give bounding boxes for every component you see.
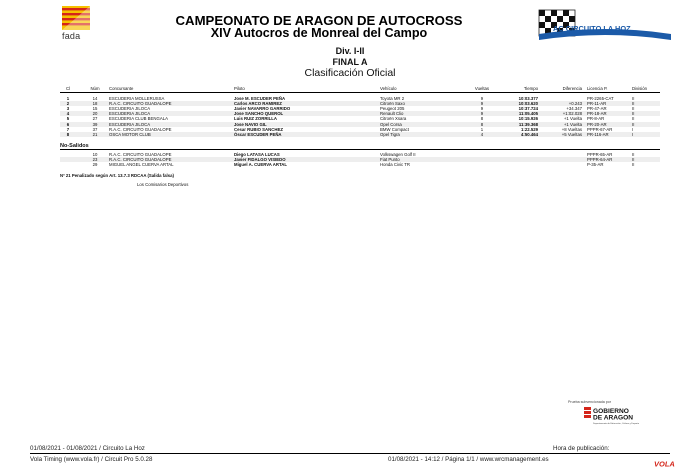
- penalty-note: Nº 21 Penalizado según Art. 13.7.3 RDCAA (Salida falsa): [60, 173, 174, 178]
- footer-date-venue: 01/08/2021 - 01/08/2021 / Circuito La Hoz: [30, 445, 145, 452]
- circuit-logo-text: AC CIRCUITO LA HOZ: [553, 24, 631, 33]
- row-num: 18: [92, 101, 98, 107]
- classification-title: Clasificación Oficial: [304, 67, 396, 79]
- footer-divider: [30, 453, 670, 454]
- row-pos: 1: [66, 96, 70, 101]
- vola-logo: [653, 455, 681, 468]
- row-diff: +0.243: [568, 101, 582, 107]
- row-pos: 8: [66, 131, 70, 137]
- row-diff: +1 Vuelta: [563, 121, 582, 127]
- sponsor-logo-text: GOBIERNO: [593, 408, 629, 415]
- event-subtitle: XIV Autocros de Monreal del Campo: [210, 26, 428, 40]
- ns-row-num: 29: [92, 162, 98, 168]
- col-header-laps: Vueltas: [474, 86, 490, 91]
- row-pos: 6: [66, 121, 70, 127]
- row-diff: +5 Vueltas: [561, 131, 582, 137]
- col-header-driver: Piloto: [234, 86, 245, 91]
- non-starters-divider: [60, 149, 660, 150]
- ns-row-driver: Javier FIDALGO VISIEDO: [234, 157, 286, 163]
- vola-logo-text: VOLA: [654, 459, 675, 468]
- row-time: 10:03.620: [518, 101, 538, 107]
- row-division: II: [632, 121, 635, 127]
- row-laps: 9: [480, 111, 484, 117]
- col-header-vehicle: Vehículo: [380, 86, 397, 91]
- row-driver: Jose SANCHO QUEROL: [234, 111, 284, 117]
- row-license: PR-20-AR: [587, 121, 607, 127]
- row-entrant: R.A.C. CIRCUITO GUADALOPE: [109, 101, 172, 107]
- row-license: PR-18-AR: [587, 111, 607, 117]
- row-time: 11:05.405: [518, 111, 538, 117]
- non-starters-label: No-Salidos: [60, 143, 89, 149]
- row-time: 10:15.926: [518, 116, 538, 122]
- row-diff: +1 Vuelta: [563, 116, 582, 122]
- row-driver: Javier NAVARRO GARRIDO: [234, 106, 291, 112]
- row-pos: 2: [66, 101, 70, 107]
- ns-row-vehicle: Fiat Punto: [380, 157, 400, 163]
- row-vehicle: Opel Corsa: [380, 121, 402, 127]
- row-entrant: R.A.C. CIRCUITO GUADALOPE: [109, 126, 172, 132]
- row-division: I: [632, 131, 634, 137]
- col-header-entrant: Concursante: [109, 86, 134, 91]
- header-divider: [60, 92, 660, 93]
- col-header-num: Núm: [90, 86, 100, 91]
- row-entrant: ESCUDERIA CLUB BENGALA: [109, 116, 168, 122]
- row-time: 10:37.724: [518, 106, 538, 112]
- row-division: II: [632, 116, 635, 122]
- row-pos: 4: [66, 111, 70, 117]
- ns-row-license: PPPR-64-AR: [587, 157, 613, 163]
- row-num: 15: [92, 106, 98, 112]
- row-division: II: [632, 106, 635, 112]
- row-license: PR-2265-CAT: [587, 96, 614, 101]
- col-header-division: División: [632, 86, 648, 91]
- row-laps: 9: [480, 106, 484, 112]
- gobierno-aragon-logo: [583, 405, 663, 429]
- ns-row-entrant: R.A.C. CIRCUITO GUADALOPE: [109, 157, 172, 163]
- row-diff: +8 Vueltas: [561, 126, 582, 132]
- row-driver: Jose NAVIO GIL: [234, 121, 267, 127]
- ns-row-license: P-35-AR: [587, 162, 604, 168]
- row-time: 4:50.464: [521, 131, 538, 137]
- row-vehicle: Citroën Saxo: [380, 101, 405, 107]
- ns-row-division: II: [632, 157, 635, 163]
- row-laps: 8: [480, 116, 484, 122]
- row-entrant: ESCUDERIA MOLLERUSSA: [109, 96, 165, 101]
- row-time: 10:03.377: [518, 96, 538, 101]
- row-vehicle: Toyota MR 2: [380, 96, 405, 101]
- row-num: 37: [92, 126, 98, 132]
- circuit-logo: [535, 8, 675, 42]
- row-license: PR-11-AR: [587, 101, 607, 107]
- row-driver: Carlos ARCO RAMIREZ: [234, 101, 282, 107]
- row-pos: 3: [66, 106, 70, 112]
- footer-publication-time: Hora de publicación:: [553, 445, 610, 452]
- row-pos: 5: [66, 116, 70, 122]
- ns-row-driver: Diego LATASA LUCAS: [234, 152, 280, 157]
- row-entrant: ESCUDERIA JILOCA: [109, 111, 151, 117]
- row-driver: Óscar ESCUDER PEÑA: [234, 131, 282, 137]
- row-division: I: [632, 126, 634, 132]
- row-time: 11:39.368: [518, 121, 538, 127]
- row-license: PR-47-AR: [587, 106, 607, 112]
- row-vehicle: Opel Tigra: [380, 131, 400, 137]
- row-entrant: ESCUDERIA JILOCA: [109, 106, 151, 112]
- ns-row-vehicle: Honda Civic TR: [380, 162, 411, 168]
- checkered-flag-icon: [535, 8, 675, 42]
- ns-row-num: 10: [92, 152, 98, 157]
- row-num: 27: [92, 116, 98, 122]
- row-entrant: OSCA MOTOR CLUB: [109, 131, 151, 137]
- row-num: 14: [92, 96, 98, 101]
- row-time: 1:22.529: [521, 126, 538, 132]
- final-title: FINAL A: [332, 57, 368, 67]
- row-license: PR-116-AR: [587, 131, 609, 137]
- ns-row-vehicle: Volkswagen Golf II: [380, 152, 416, 157]
- col-header-license: Licencia P.: [587, 86, 608, 91]
- footer-page-info: 01/08/2021 - 14:12 / Página 1/1 / www.wrcmanagement.es: [388, 456, 549, 463]
- col-header-time: Tiempo: [523, 86, 538, 91]
- row-division: II: [632, 111, 635, 117]
- aragon-flag-icon: [62, 6, 90, 30]
- row-driver: Luis RUIZ ZORRILLA: [234, 116, 277, 122]
- row-laps: 9: [480, 96, 484, 101]
- row-license: PR-8-AR: [587, 116, 605, 122]
- row-num: 39: [92, 121, 98, 127]
- ns-row-num: 23: [92, 157, 98, 163]
- aragon-shield-icon: [583, 405, 663, 429]
- row-division: II: [632, 101, 635, 107]
- division-title: Div. I-II: [335, 46, 365, 56]
- ns-row-division: II: [632, 152, 635, 157]
- row-num: 21: [92, 131, 98, 137]
- row-vehicle: Peugeot 205: [380, 106, 405, 112]
- ns-row-license: PPPR-65-AR: [587, 152, 613, 157]
- championship-title: CAMPEONATO DE ARAGON DE AUTOCROSS: [175, 13, 463, 28]
- row-num: 20: [92, 111, 98, 117]
- row-division: II: [632, 96, 635, 101]
- row-driver: Cesar RUBIO SANCHEZ: [234, 126, 283, 132]
- row-vehicle: BMW Compact: [380, 126, 409, 132]
- row-laps: 9: [480, 101, 484, 107]
- col-header-pos: Cl: [65, 86, 71, 91]
- ns-row-division: II: [632, 162, 635, 168]
- row-pos: 7: [66, 126, 70, 132]
- sponsor-logo-subtext: Departamento de Educación, Cultura y Deporte: [593, 423, 640, 425]
- col-header-diff: Diferencia: [562, 86, 582, 91]
- row-license: PPPR-67-AR: [587, 126, 613, 132]
- row-laps: 8: [480, 121, 484, 127]
- row-entrant: ESCUDERIA JILOCA: [109, 121, 151, 127]
- fada-logo-text: fada: [62, 31, 81, 41]
- ns-row-driver: Miguel A. CUERVA ARTAL: [234, 162, 287, 168]
- ns-row-entrant: R.A.C. CIRCUITO GUADALOPE: [109, 152, 172, 157]
- row-laps: 4: [480, 131, 484, 137]
- row-vehicle: Renault Clio: [380, 111, 404, 117]
- sponsor-caption: Prueba subvencionada por: [568, 400, 611, 404]
- svg-text:DE ARAGON: DE ARAGON: [593, 414, 634, 422]
- row-vehicle: Citroën Xsara: [380, 116, 407, 122]
- row-driver: Jose M. ESCUDER PEÑA: [234, 96, 286, 101]
- row-diff: +1:02.028: [562, 111, 582, 117]
- footer-timing-credit: Vola Timing (www.vola.fr) / Circuit Pro 5.0.28: [30, 456, 153, 463]
- ns-row-entrant: MIGUEL ANGEL CUERVA ARTAL: [109, 162, 174, 168]
- vola-logo-icon: [653, 459, 681, 468]
- stewards-note: Los Comisarios Deportivos: [137, 182, 189, 187]
- row-laps: 1: [480, 126, 484, 132]
- row-diff: +34.347: [566, 106, 582, 112]
